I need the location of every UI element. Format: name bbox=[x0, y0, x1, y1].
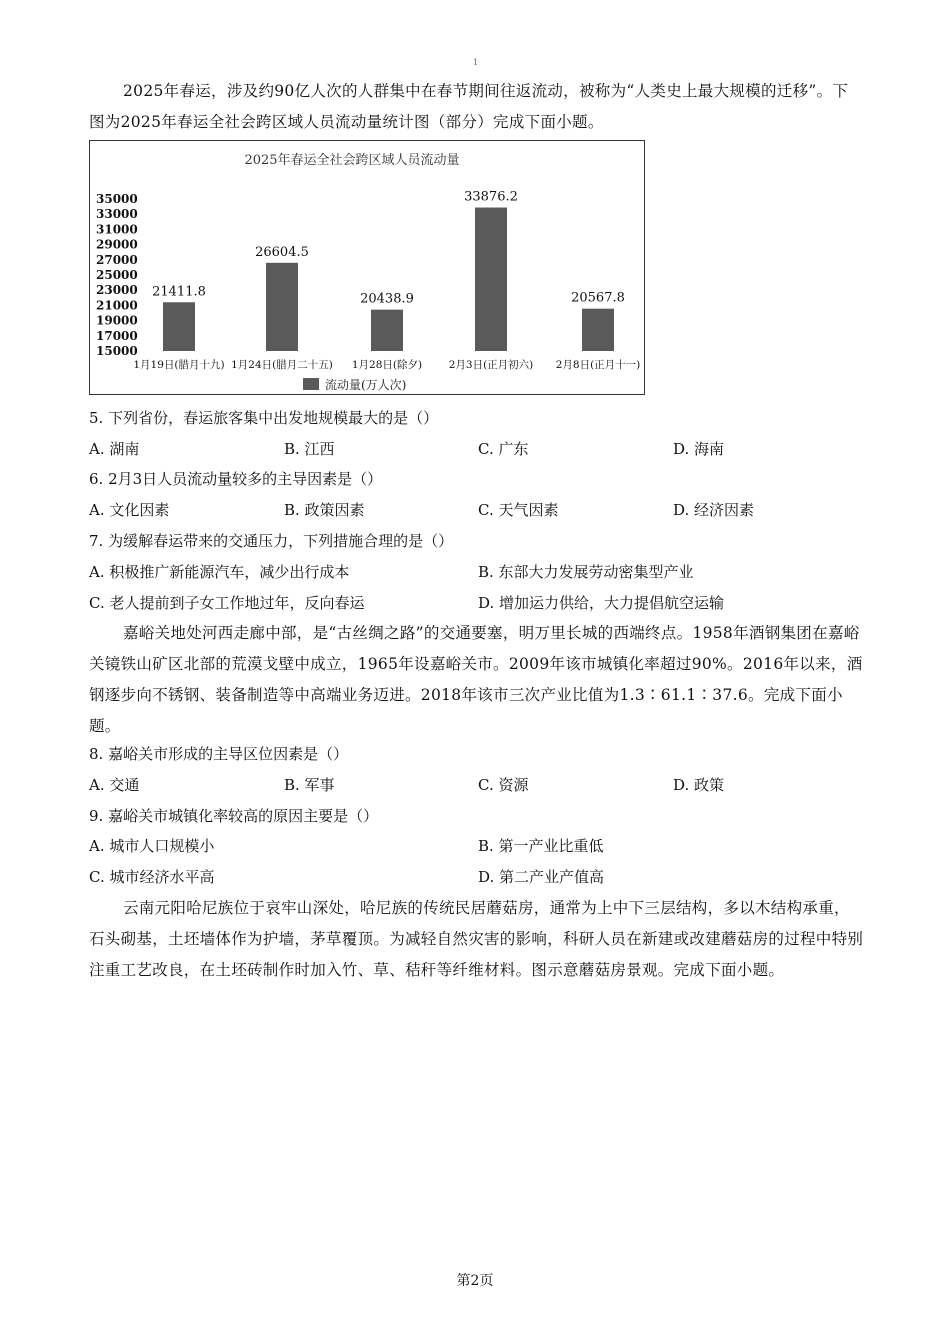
y-tick-label: 27000 bbox=[96, 252, 138, 267]
x-category-label: 1月19日(腊月十九) bbox=[133, 359, 225, 371]
legend-swatch bbox=[303, 378, 319, 390]
question-8-option-b: B. 军事 bbox=[284, 776, 335, 794]
intro-paragraph-jiayuguan: 嘉峪关地处河西走廊中部，是“古丝绸之路”的交通要塞，明万里长城的西端终点。1958年酒钢集团在嘉峪关镜铁山矿区北部的荒漠戈壁中成立，1965年设嘉峪关市。2009年该市城镇化率超过90%。2016年以来，酒钢逐步向不锈钢、装备制造等中高端业务迈进。2018年该市三次产业比值为1.3∶61.1∶37.6。完成下面小题。 bbox=[89, 624, 863, 735]
question-9-option-b: B. 第一产业比重低 bbox=[478, 837, 604, 855]
y-tick-label: 23000 bbox=[96, 283, 138, 298]
bar-value-label: 33876.2 bbox=[464, 189, 518, 205]
question-8-option-c: C. 资源 bbox=[478, 776, 529, 794]
bar-value-label: 21411.8 bbox=[152, 284, 206, 300]
y-tick-label: 15000 bbox=[96, 344, 138, 358]
question-6-option-d: D. 经济因素 bbox=[673, 501, 755, 519]
bar bbox=[266, 263, 298, 351]
bar bbox=[163, 302, 195, 351]
question-5-option-b: B. 江西 bbox=[284, 440, 335, 458]
bar bbox=[371, 310, 403, 351]
question-7-option-a: A. 积极推广新能源汽车，减少出行成本 bbox=[89, 563, 350, 581]
question-6-option-b: B. 政策因素 bbox=[284, 501, 365, 519]
x-axis-labels bbox=[133, 358, 640, 371]
legend-label: 流动量(万人次) bbox=[325, 378, 407, 392]
y-tick-label: 25000 bbox=[96, 268, 138, 282]
question-5-option-c: C. 广东 bbox=[478, 440, 529, 458]
question-7-option-d: D. 增加运力供给，大力提倡航空运输 bbox=[478, 594, 725, 612]
question-5-option-d: D. 海南 bbox=[673, 440, 725, 458]
bar-value-label: 26604.5 bbox=[255, 244, 309, 260]
question-6-option-c: C. 天气因素 bbox=[478, 501, 559, 519]
question-6-option-a: A. 文化因素 bbox=[89, 501, 170, 519]
question-7-option-c: C. 老人提前到子女工作地过年，反向春运 bbox=[89, 594, 365, 612]
bar-value-label: 20438.9 bbox=[360, 291, 414, 307]
x-category-label: 1月28日(除夕) bbox=[351, 359, 423, 371]
question-9-option-a: A. 城市人口规模小 bbox=[89, 837, 215, 855]
bar-chart bbox=[90, 141, 646, 396]
y-tick-label: 17000 bbox=[96, 328, 138, 343]
chart-title: 2025年春运全社会跨区域人员流动量 bbox=[244, 153, 460, 168]
page-number: 第2页 bbox=[456, 1273, 494, 1289]
question-5-option-a: A. 湖南 bbox=[89, 440, 140, 458]
question-8-stem: 8. 嘉峪关市形成的主导区位因素是（） bbox=[89, 745, 349, 763]
question-9-option-c: C. 城市经济水平高 bbox=[89, 868, 215, 886]
y-axis-ticks bbox=[96, 192, 138, 358]
bar bbox=[475, 208, 507, 351]
y-tick-label: 29000 bbox=[96, 237, 138, 252]
bar bbox=[582, 309, 614, 351]
y-tick-label: 35000 bbox=[96, 192, 138, 206]
header-mark: 1 bbox=[473, 58, 479, 67]
question-8-option-a: A. 交通 bbox=[89, 776, 140, 794]
y-tick-label: 19000 bbox=[96, 313, 138, 328]
y-tick-label: 21000 bbox=[96, 298, 138, 313]
question-9-option-d: D. 第二产业产值高 bbox=[478, 868, 605, 886]
x-category-label: 2月8日(正月十一) bbox=[555, 359, 641, 371]
x-category-label: 2月3日(正月初六) bbox=[448, 359, 534, 371]
question-5-stem: 5. 下列省份，春运旅客集中出发地规模最大的是（） bbox=[89, 409, 439, 427]
question-7-option-b: B. 东部大力发展劳动密集型产业 bbox=[478, 563, 694, 581]
question-9-stem: 9. 嘉峪关市城镇化率较高的原因主要是（） bbox=[89, 807, 379, 825]
question-6-stem: 6. 2月3日人员流动量较多的主导因素是（） bbox=[89, 470, 383, 488]
data-labels bbox=[152, 190, 625, 307]
y-tick-label: 31000 bbox=[96, 222, 138, 237]
x-category-label: 1月24日(腊月二十五) bbox=[231, 359, 333, 371]
question-7-stem: 7. 为缓解春运带来的交通压力，下列措施合理的是（） bbox=[89, 532, 454, 550]
y-tick-label: 33000 bbox=[96, 207, 138, 222]
intro-paragraph-hani-mushroom-house: 云南元阳哈尼族位于哀牢山深处，哈尼族的传统民居蘑菇房，通常为上中下三层结构，多以木结构承重，石头砌基，土坯墙体作为护墙，茅草覆顶。为减轻自然灾害的影响，科研人员在新建或改建蘑菇房的过程中特别注重工艺改良，在土坯砖制作时加入竹、草、秸秆等纤维材料。图示意蘑菇房景观。完成下面小题。 bbox=[89, 899, 864, 979]
bar-series bbox=[163, 208, 614, 351]
bar-value-label: 20567.8 bbox=[571, 290, 625, 306]
bar-chart-frame bbox=[89, 140, 645, 395]
intro-paragraph-spring-festival: 2025年春运，涉及约90亿人次的人群集中在春节期间往返流动，被称为“人类史上最大规模的迁移”。下图为2025年春运全社会跨区域人员流动量统计图（部分）完成下面小题。 bbox=[89, 82, 849, 131]
question-8-option-d: D. 政策 bbox=[673, 776, 725, 794]
